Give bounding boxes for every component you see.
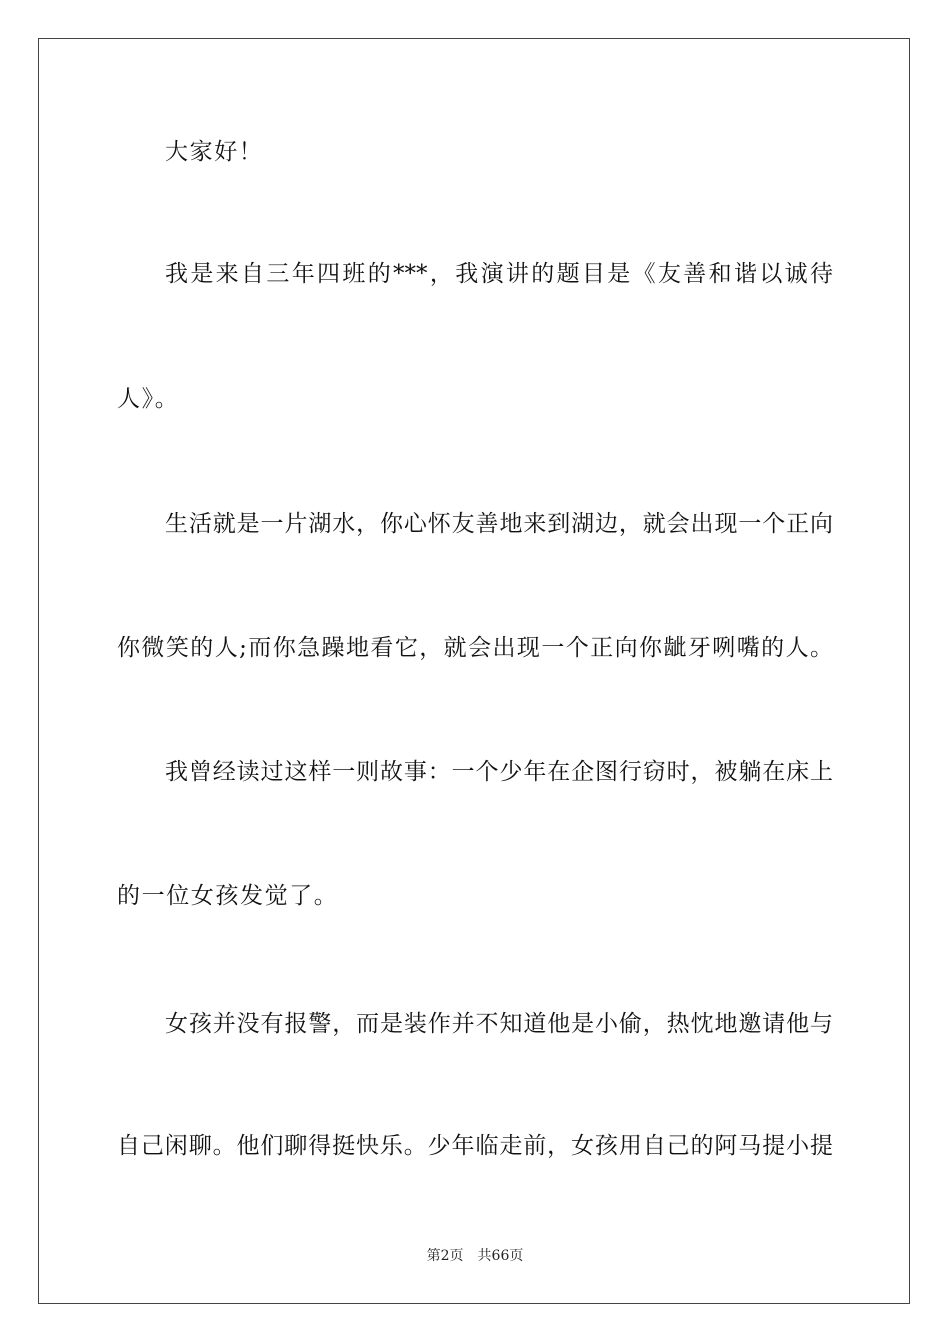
paragraph-line-girl: 女孩并没有报警，而是装作并不知道他是小偷，热忱地邀请他与	[165, 1011, 833, 1037]
paragraph-line-story-cont: 的一位女孩发觉了。	[117, 883, 339, 909]
paragraph-line-lake: 生活就是一片湖水，你心怀友善地来到湖边，就会出现一个正向	[165, 511, 833, 537]
paragraph-line-story: 我曾经读过这样一则故事：一个少年在企图行窃时，被躺在床上	[165, 759, 833, 785]
paragraph-line-intro-cont: 人》。	[117, 386, 180, 412]
paragraph-line-greeting: 大家好！	[165, 139, 264, 165]
page-footer	[0, 1247, 950, 1265]
paragraph-line-intro: 我是来自三年四班的***，我演讲的题目是《友善和谐以诚待	[165, 261, 833, 287]
page-number: 第2页	[426, 1248, 464, 1264]
paragraph-line-girl-cont: 自己闲聊。他们聊得挺快乐。少年临走前，女孩用自己的阿马提小提	[117, 1133, 833, 1159]
paragraph-line-lake-cont: 你微笑的人;而你急躁地看它，就会出现一个正向你龇牙咧嘴的人。	[117, 635, 833, 661]
page-total: 共66页	[477, 1248, 524, 1264]
page-border	[38, 38, 910, 1304]
